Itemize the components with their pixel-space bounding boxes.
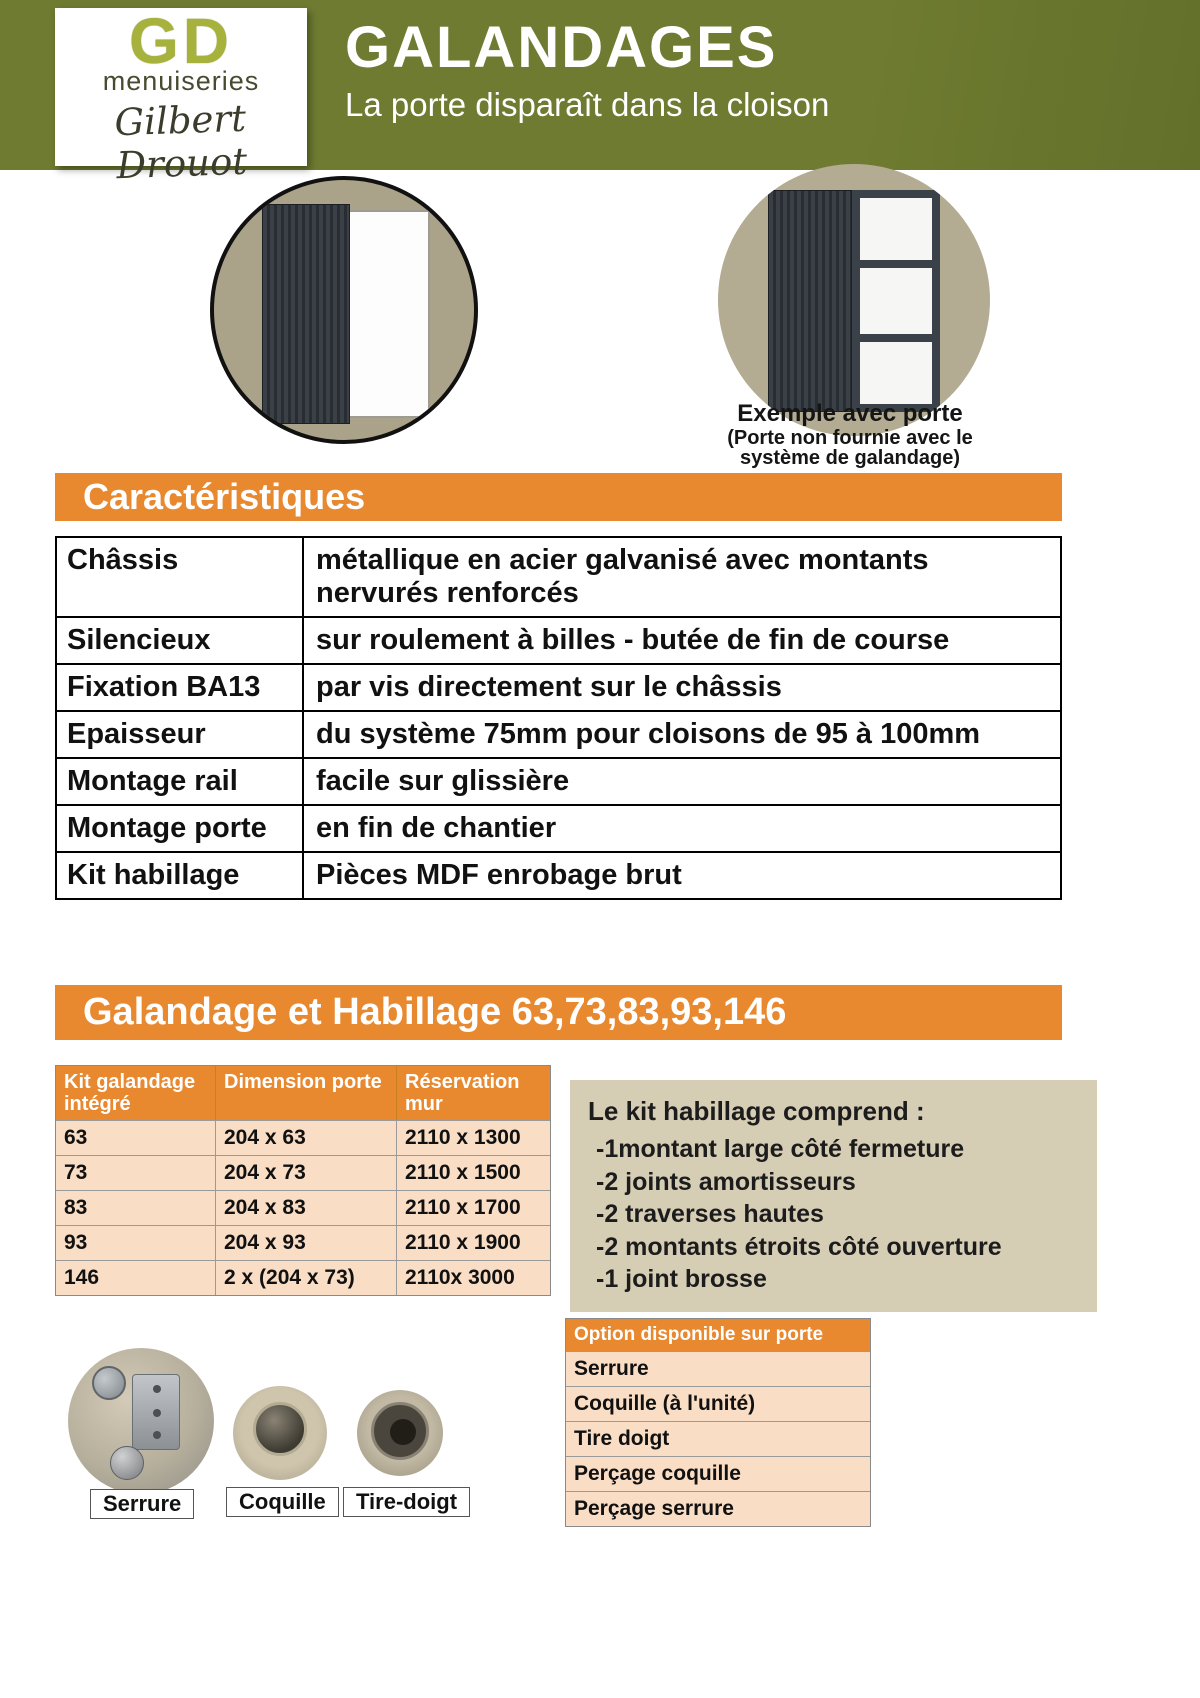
caracteristiques-table (55, 536, 1062, 900)
table-cell: 204 x 63 (216, 1120, 397, 1155)
page-title: GALANDAGES (345, 15, 778, 80)
door-opening-graphic (344, 210, 430, 418)
spec-value: facile sur glissière (302, 759, 1060, 804)
kit-info-item: -2 montants étroits côté ouverture (596, 1232, 1002, 1261)
table-row (56, 1155, 550, 1190)
table-row (57, 851, 1060, 898)
lock-knob-graphic (110, 1446, 144, 1480)
spec-label: Kit habillage (67, 859, 240, 891)
column-header: Dimension porte (216, 1066, 397, 1120)
serrure-label: Serrure (90, 1489, 194, 1519)
kit-info-item: -2 traverses hautes (596, 1200, 824, 1228)
lock-plate-graphic (132, 1374, 180, 1450)
lock-cylinder-graphic (92, 1366, 126, 1400)
logo-signature: Gilbert Drouot (113, 96, 248, 188)
spec-value: sur roulement à billes - butée de fin de course (302, 618, 1060, 663)
table-cell: 2110 x 1500 (397, 1155, 550, 1190)
spec-value: métallique en acier galvanisé avec montants nervurés renforcés (302, 538, 1060, 616)
kit-habillage-info (570, 1080, 1097, 1312)
table-row (57, 616, 1060, 663)
table-row (56, 1225, 550, 1260)
finger-pull-graphic (371, 1402, 429, 1460)
tire-doigt-label: Tire-doigt (343, 1487, 470, 1517)
option-row: Perçage serrure (566, 1491, 870, 1526)
table-cell: 2 x (204 x 73) (216, 1260, 397, 1295)
lock-hole (153, 1385, 161, 1393)
option-row: Perçage coquille (566, 1456, 870, 1491)
logo-menuiseries-text: menuiseries (102, 66, 260, 96)
spec-value: Pièces MDF enrobage brut (302, 853, 1060, 898)
table-cell: 93 (56, 1225, 216, 1260)
column-header: Réservation mur (405, 1071, 520, 1115)
table-row (57, 804, 1060, 851)
spec-value: en fin de chantier (302, 806, 1060, 851)
galandage-banner: Galandage et Habillage 63,73,83,93,146 (55, 985, 1062, 1040)
dimensions-table (55, 1065, 551, 1296)
caracteristiques-banner: Caractéristiques (55, 473, 1062, 521)
options-table (565, 1318, 871, 1527)
table-cell: 204 x 93 (216, 1225, 397, 1260)
pocket-door-photo (210, 176, 478, 444)
table-cell: 204 x 83 (216, 1190, 397, 1225)
spec-label: Montage porte (67, 812, 267, 844)
table-cell: 2110 x 1700 (397, 1190, 550, 1225)
table-cell: 2110 x 1900 (397, 1225, 550, 1260)
spec-label: Epaisseur (67, 718, 206, 750)
spec-value: par vis directement sur le châssis (302, 665, 1060, 710)
flush-pull-graphic (253, 1402, 307, 1456)
lock-hole (153, 1409, 161, 1417)
logo-initials: GD (129, 5, 233, 77)
kit-info-item: -1 joint brosse (596, 1265, 767, 1293)
table-cell: 83 (56, 1190, 216, 1225)
table-row (57, 663, 1060, 710)
page-subtitle: La porte disparaît dans la cloison (345, 86, 830, 123)
table-row (56, 1260, 550, 1295)
table-cell: 2110 x 1300 (397, 1120, 550, 1155)
table-row (56, 1190, 550, 1225)
pocket-frame-photo (718, 164, 990, 436)
pocket-frame-graphic (852, 190, 940, 412)
table-cell: 73 (56, 1155, 216, 1190)
table-row (57, 538, 1060, 616)
table-cell: 63 (56, 1120, 216, 1155)
table-row (57, 757, 1060, 804)
spec-value: du système 75mm pour cloisons de 95 à 100mm (302, 712, 1060, 757)
table-row (56, 1120, 550, 1155)
table-cell: 146 (56, 1260, 216, 1295)
company-logo (55, 5, 307, 188)
options-header: Option disponible sur porte (566, 1319, 870, 1351)
kit-info-item: -1montant large côté fermeture (596, 1135, 965, 1163)
table-row (57, 710, 1060, 757)
kit-info-item: -2 joints amortisseurs (596, 1167, 856, 1196)
frame-crossbar (860, 260, 932, 268)
coquille-photo (233, 1386, 327, 1480)
spec-label: Silencieux (67, 624, 211, 656)
option-row: Serrure (566, 1351, 870, 1386)
column-header: Kit galandage intégré (56, 1066, 216, 1120)
caption-line-3: système de galandage) (739, 447, 961, 469)
caption-line-2: (Porte non fournie avec le (727, 427, 973, 449)
tire-doigt-photo (357, 1390, 443, 1476)
table-header-row (56, 1066, 550, 1120)
hero-caption (700, 400, 1000, 468)
table-cell: 2110x 3000 (397, 1260, 550, 1295)
lock-hole (153, 1431, 161, 1439)
spec-label: Châssis (67, 544, 179, 576)
kit-info-title: Le kit habillage comprend : (588, 1096, 925, 1126)
sliding-door-graphic (262, 204, 350, 424)
serrure-photo (68, 1348, 214, 1494)
frame-crossbar (860, 334, 932, 342)
finger-pull-hole (390, 1419, 416, 1445)
option-row: Tire doigt (566, 1421, 870, 1456)
spec-label: Fixation BA13 (67, 671, 261, 703)
table-cell: 204 x 73 (216, 1155, 397, 1190)
door-panel-graphic (768, 190, 852, 412)
coquille-label: Coquille (226, 1487, 339, 1517)
caption-line-1: Exemple avec porte (737, 400, 963, 427)
spec-label: Montage rail (67, 765, 238, 797)
option-row: Coquille (à l'unité) (566, 1386, 870, 1421)
